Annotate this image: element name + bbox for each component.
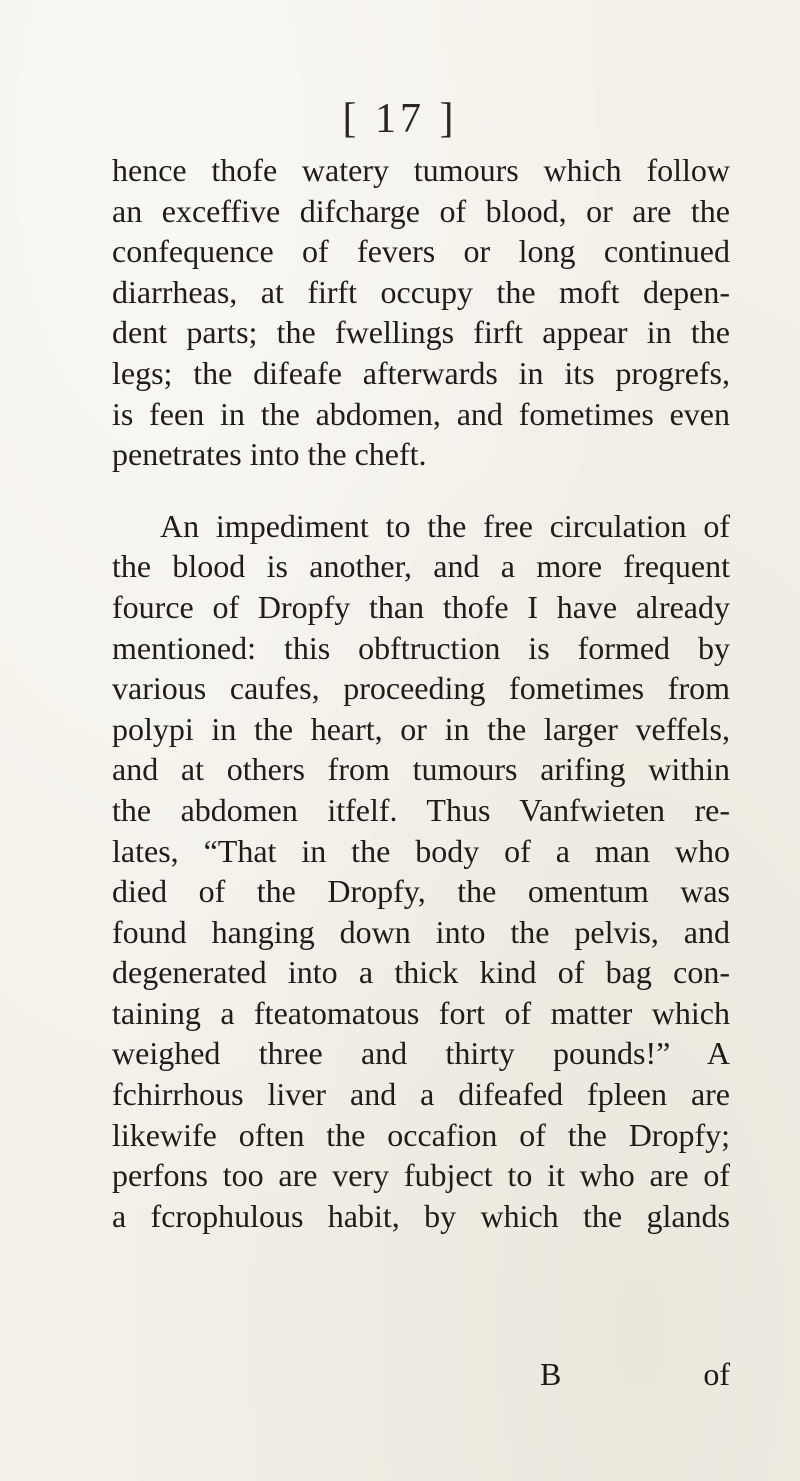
text-line: degenerated into a thick kind of bag con- bbox=[112, 954, 730, 991]
text-line: various caufes, proceeding fometimes from bbox=[112, 670, 730, 707]
text-line: an exceffive difcharge of blood, or are the bbox=[112, 192, 730, 229]
text-line: fchirrhous liver and a difeafed fpleen are bbox=[112, 1076, 730, 1113]
text-line: mentioned: this obftruction is formed by bbox=[112, 629, 730, 666]
text-line: the abdomen itfelf. Thus Vanfwieten re- bbox=[112, 791, 730, 828]
footer-line bbox=[112, 1356, 730, 1396]
text-line: taining a fteatomatous fort of matter which bbox=[112, 994, 730, 1031]
text-line: An impediment to the free circulation of bbox=[160, 507, 730, 544]
text-line: likewife often the occafion of the Dropfy; bbox=[112, 1116, 730, 1153]
paragraph-gap bbox=[112, 475, 730, 506]
text-line: found hanging down into the pelvis, and bbox=[112, 913, 730, 950]
catchword: of bbox=[703, 1356, 730, 1392]
body-text bbox=[112, 150, 730, 1236]
text-line: and at others from tumours arifing within bbox=[112, 751, 730, 788]
page-number: [ 17 ] bbox=[342, 96, 458, 142]
text-line: perfons too are very fubject to it who are of bbox=[112, 1157, 730, 1194]
text-line: polypi in the heart, or in the larger veffels, bbox=[112, 710, 730, 747]
text-line: the blood is another, and a more frequent bbox=[112, 548, 730, 585]
text-line: penetrates into the cheft. bbox=[112, 436, 427, 473]
text-line: lates, “That in the body of a man who bbox=[112, 832, 730, 869]
text-line: diarrheas, at firft occupy the moft depen- bbox=[112, 273, 730, 310]
text-line: a fcrophulous habit, by which the glands bbox=[112, 1197, 730, 1234]
text-line: died of the Dropfy, the omentum was bbox=[112, 873, 730, 910]
text-line: weighed three and thirty pounds!” A bbox=[112, 1035, 730, 1072]
signature-mark: B bbox=[540, 1356, 562, 1392]
text-line: is feen in the abdomen, and fometimes even bbox=[112, 395, 730, 432]
text-line: legs; the difeafe afterwards in its progrefs, bbox=[112, 354, 730, 391]
text-line: confequence of fevers or long continued bbox=[112, 233, 730, 270]
text-line: hence thofe watery tumours which follow bbox=[112, 152, 730, 188]
text-line: fource of Dropfy than thofe I have already bbox=[112, 588, 730, 625]
text-line: dent parts; the fwellings firft appear in the bbox=[112, 314, 730, 351]
